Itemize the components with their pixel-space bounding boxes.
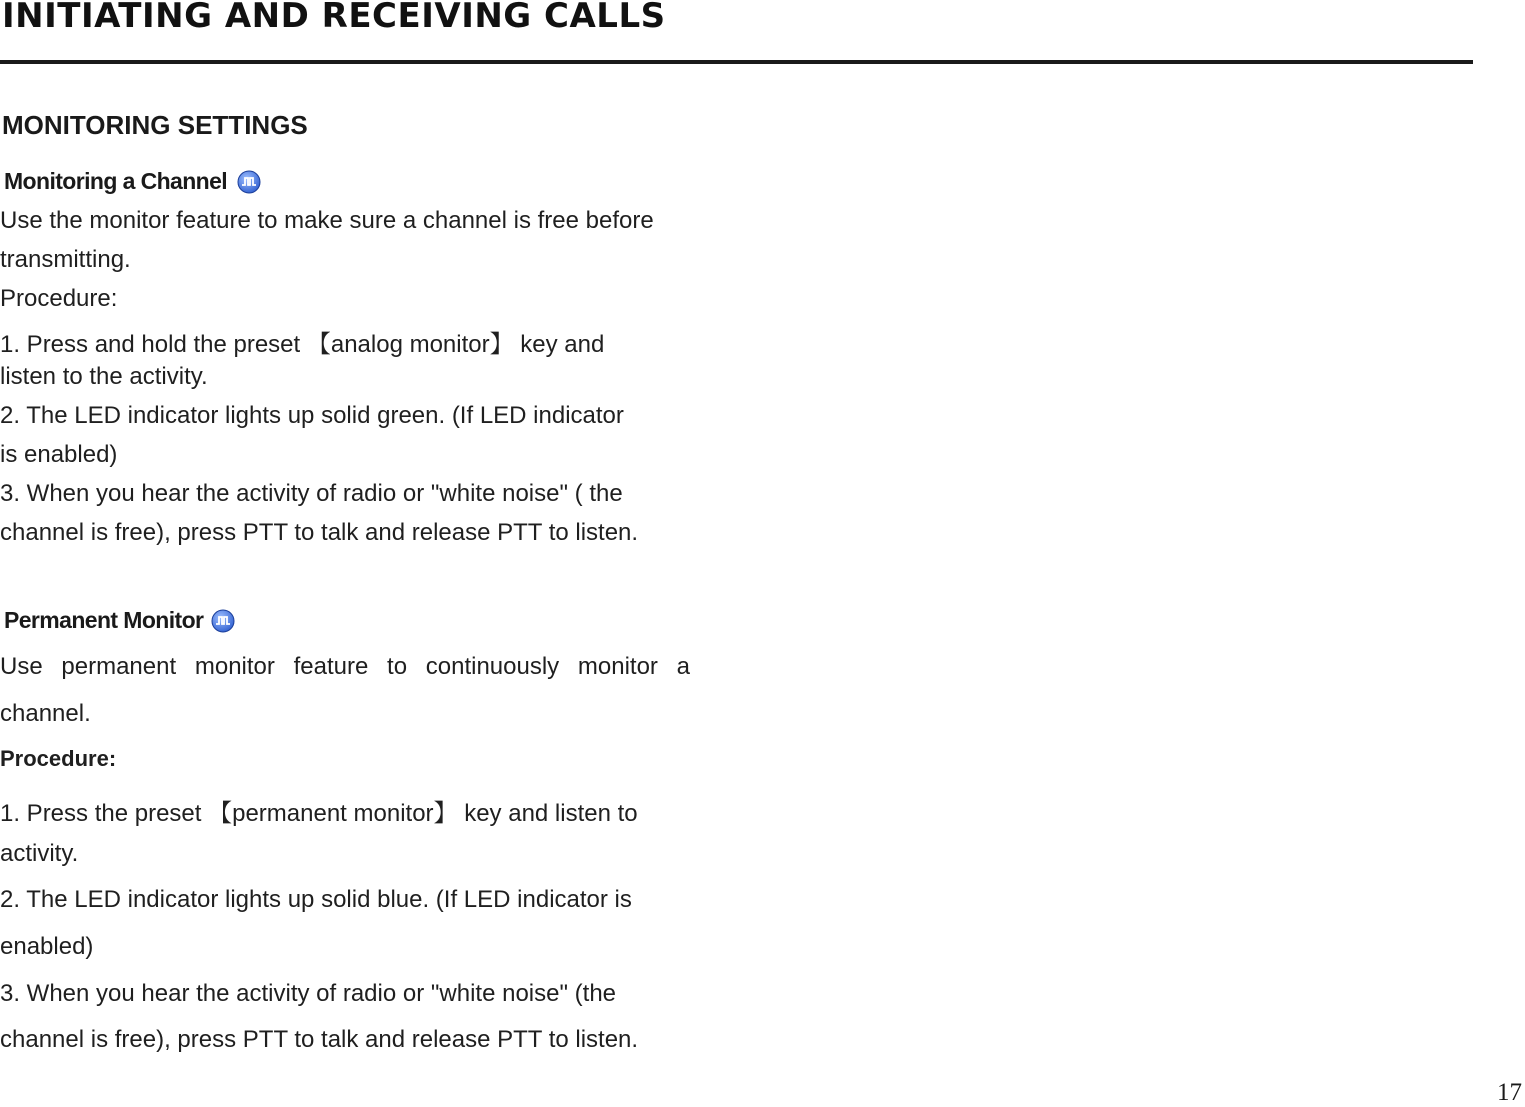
- monitoring-channel-step-3: 3. When you hear the activity of radio or "white noise" ( the: [0, 480, 623, 507]
- permanent-monitor-title: Permanent Monitor: [4, 607, 204, 633]
- monitoring-channel-heading: [4, 168, 261, 195]
- permanent-monitor-heading: [4, 607, 235, 634]
- monitoring-channel-line-1: Use the monitor feature to make sure a channel is free before: [0, 207, 654, 234]
- permanent-monitor-step-3-cont: channel is free), press PTT to talk and release PTT to listen.: [0, 1026, 639, 1053]
- page-title: INITIATING AND RECEIVING CALLS: [2, 0, 666, 36]
- permanent-monitor-step-2-cont: enabled): [0, 933, 94, 960]
- permanent-monitor-line-1: Use permanent monitor feature to continuously monitor a: [0, 653, 690, 680]
- monitoring-channel-line-2: transmitting.: [0, 246, 131, 273]
- monitoring-channel-title: Monitoring a Channel: [4, 168, 228, 194]
- monitoring-channel-step-1-cont: listen to the activity.: [0, 363, 208, 390]
- permanent-monitor-step-2: 2. The LED indicator lights up solid blue. (If LED indicator is: [0, 886, 632, 913]
- permanent-monitor-step-1: 1. Press the preset 【permanent monitor】 key and listen to: [0, 800, 638, 827]
- monitoring-channel-step-2-cont: is enabled): [0, 441, 118, 468]
- monitoring-channel-step-3-cont: channel is free), press PTT to talk and release PTT to listen.: [0, 519, 639, 546]
- title-divider: [0, 60, 1473, 64]
- permanent-monitor-line-2: channel.: [0, 700, 91, 727]
- permanent-monitor-step-1-cont: activity.: [0, 840, 79, 867]
- monitor-key-icon: [237, 170, 261, 194]
- permanent-monitor-step-3: 3. When you hear the activity of radio or "white noise" (the: [0, 980, 617, 1007]
- page-number: 17: [1497, 1079, 1522, 1106]
- monitor-key-icon: [211, 609, 235, 633]
- monitoring-channel-step-2: 2. The LED indicator lights up solid green. (If LED indicator: [0, 402, 624, 429]
- monitoring-channel-step-1: 1. Press and hold the preset 【analog monitor】 key and: [0, 331, 605, 358]
- monitoring-channel-procedure-label: Procedure:: [0, 285, 118, 312]
- section-title: MONITORING SETTINGS: [2, 110, 308, 140]
- permanent-monitor-procedure-label: Procedure:: [0, 746, 117, 771]
